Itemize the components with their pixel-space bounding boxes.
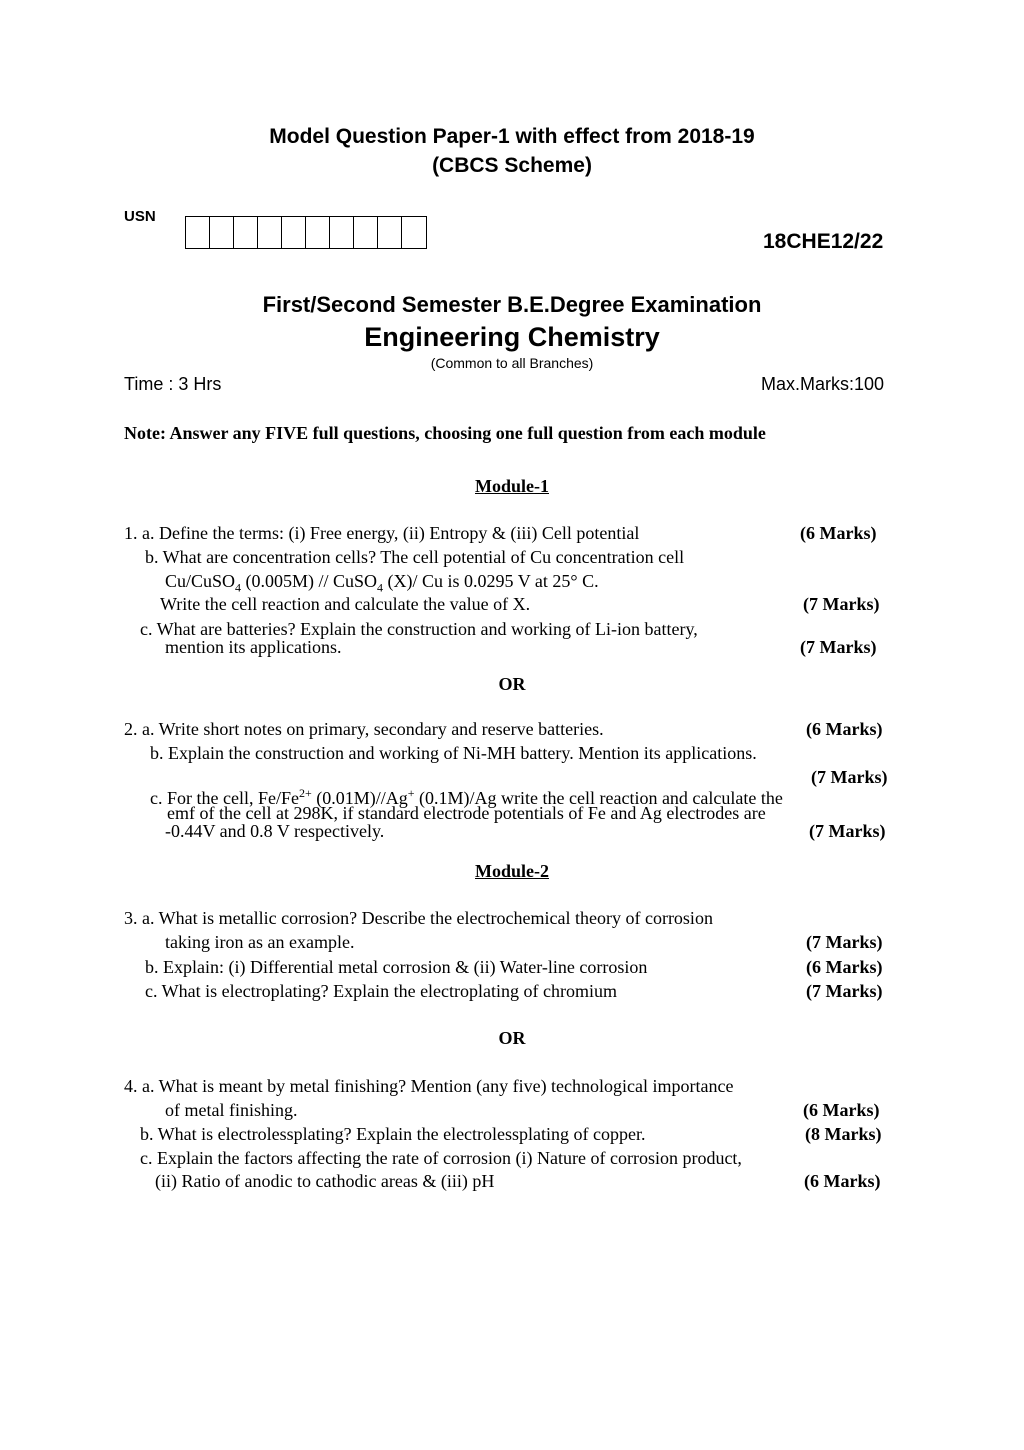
usn-cell[interactable] bbox=[402, 217, 426, 248]
usn-boxes bbox=[185, 216, 427, 249]
question-2c-line1: c. For the cell, $Fe/Fe^{2+}$ (0.01M)//Ag+ (0.1M)/Ag write the cell reaction and calculate the bbox=[150, 786, 783, 808]
question-1b-line1: b. What are concentration cells? The cell potential of Cu concentration cell bbox=[145, 547, 685, 567]
usn-cell[interactable] bbox=[282, 217, 306, 248]
marks-4c: (6 Marks) bbox=[804, 1171, 881, 1191]
marks-3a: (7 Marks) bbox=[806, 932, 883, 952]
max-marks-label: Max.Marks:100 bbox=[761, 374, 885, 394]
course-code: 18CHE12/22 bbox=[763, 230, 884, 253]
or-divider-2: OR bbox=[498, 1028, 526, 1048]
marks-4b: (8 Marks) bbox=[805, 1124, 882, 1144]
module-1-heading: Module-1 bbox=[475, 476, 549, 496]
common-note: (Common to all Branches) bbox=[430, 355, 594, 371]
question-4a-line2: of metal finishing. bbox=[165, 1100, 298, 1120]
question-3a-line2: taking iron as an example. bbox=[165, 932, 355, 952]
question-3b: b. Explain: (i) Differential metal corrosion & (ii) Water-line corrosion bbox=[145, 957, 648, 977]
marks-1a: (6 Marks) bbox=[800, 523, 877, 543]
marks-4a: (6 Marks) bbox=[803, 1100, 880, 1120]
question-2b: b. Explain the construction and working of Ni-MH battery. Mention its applications. bbox=[150, 743, 757, 763]
instructions-note: Note: Answer any FIVE full questions, choosing one full question from each module bbox=[124, 423, 766, 443]
usn-cell[interactable] bbox=[186, 217, 210, 248]
usn-cell[interactable] bbox=[258, 217, 282, 248]
or-divider-1: OR bbox=[498, 674, 526, 694]
question-1c-line1: c. What are batteries? Explain the construction and working of Li-ion battery, bbox=[140, 619, 698, 639]
question-2c-line3: -0.44V and 0.8 V respectively. bbox=[165, 821, 385, 841]
marks-3b: (6 Marks) bbox=[806, 957, 883, 977]
question-2c-line2: emf of the cell at 298K, if standard electrode potentials of Fe and Ag electrodes are bbox=[167, 803, 766, 823]
question-2a: 2. a. Write short notes on primary, secondary and reserve batteries. bbox=[124, 719, 604, 739]
marks-2a: (6 Marks) bbox=[806, 719, 883, 739]
module-2-heading: Module-2 bbox=[475, 861, 549, 881]
question-4c-line1: c. Explain the factors affecting the rate of corrosion (i) Nature of corrosion product, bbox=[140, 1148, 742, 1168]
marks-1c: (7 Marks) bbox=[800, 637, 877, 657]
question-3a-line1: 3. a. What is metallic corrosion? Describe the electrochemical theory of corrosion bbox=[124, 908, 713, 928]
marks-1b: (7 Marks) bbox=[803, 594, 880, 614]
marks-2c: (7 Marks) bbox=[809, 821, 886, 841]
time-label: Time : 3 Hrs bbox=[124, 374, 222, 394]
question-1c-line2: mention its applications. bbox=[165, 637, 342, 657]
question-4a-line1: 4. a. What is meant by metal finishing? Mention (any five) technological importance bbox=[124, 1076, 734, 1096]
subject-title: Engineering Chemistry bbox=[364, 322, 660, 352]
question-1b-line3: Write the cell reaction and calculate the value of X. bbox=[160, 594, 531, 614]
usn-label: USN bbox=[124, 208, 156, 225]
question-1a: 1. a. Define the terms: (i) Free energy, (ii) Entropy & (iii) Cell potential bbox=[124, 523, 640, 543]
question-4c-line2: (ii) Ratio of anodic to cathodic areas & (iii) pH bbox=[155, 1171, 495, 1191]
semester-title: First/Second Semester B.E.Degree Examination bbox=[262, 292, 762, 317]
paper-title: Model Question Paper-1 with effect from 2018-19 bbox=[269, 125, 755, 148]
usn-cell[interactable] bbox=[330, 217, 354, 248]
marks-2b: (7 Marks) bbox=[811, 767, 888, 787]
usn-cell[interactable] bbox=[378, 217, 402, 248]
marks-3c: (7 Marks) bbox=[806, 981, 883, 1001]
usn-cell[interactable] bbox=[234, 217, 258, 248]
scheme-label: (CBCS Scheme) bbox=[432, 154, 592, 177]
question-4b: b. What is electrolessplating? Explain the electrolessplating of copper. bbox=[140, 1124, 646, 1144]
usn-cell[interactable] bbox=[354, 217, 378, 248]
usn-cell[interactable] bbox=[306, 217, 330, 248]
usn-cell[interactable] bbox=[210, 217, 234, 248]
question-3c: c. What is electroplating? Explain the electroplating of chromium bbox=[145, 981, 618, 1001]
question-1b-line2: Cu/CuSO$_4$ (0.005M) // CuSO$_4$ (X)/ Cu is 0.0295 V at 25° C. bbox=[165, 571, 599, 595]
